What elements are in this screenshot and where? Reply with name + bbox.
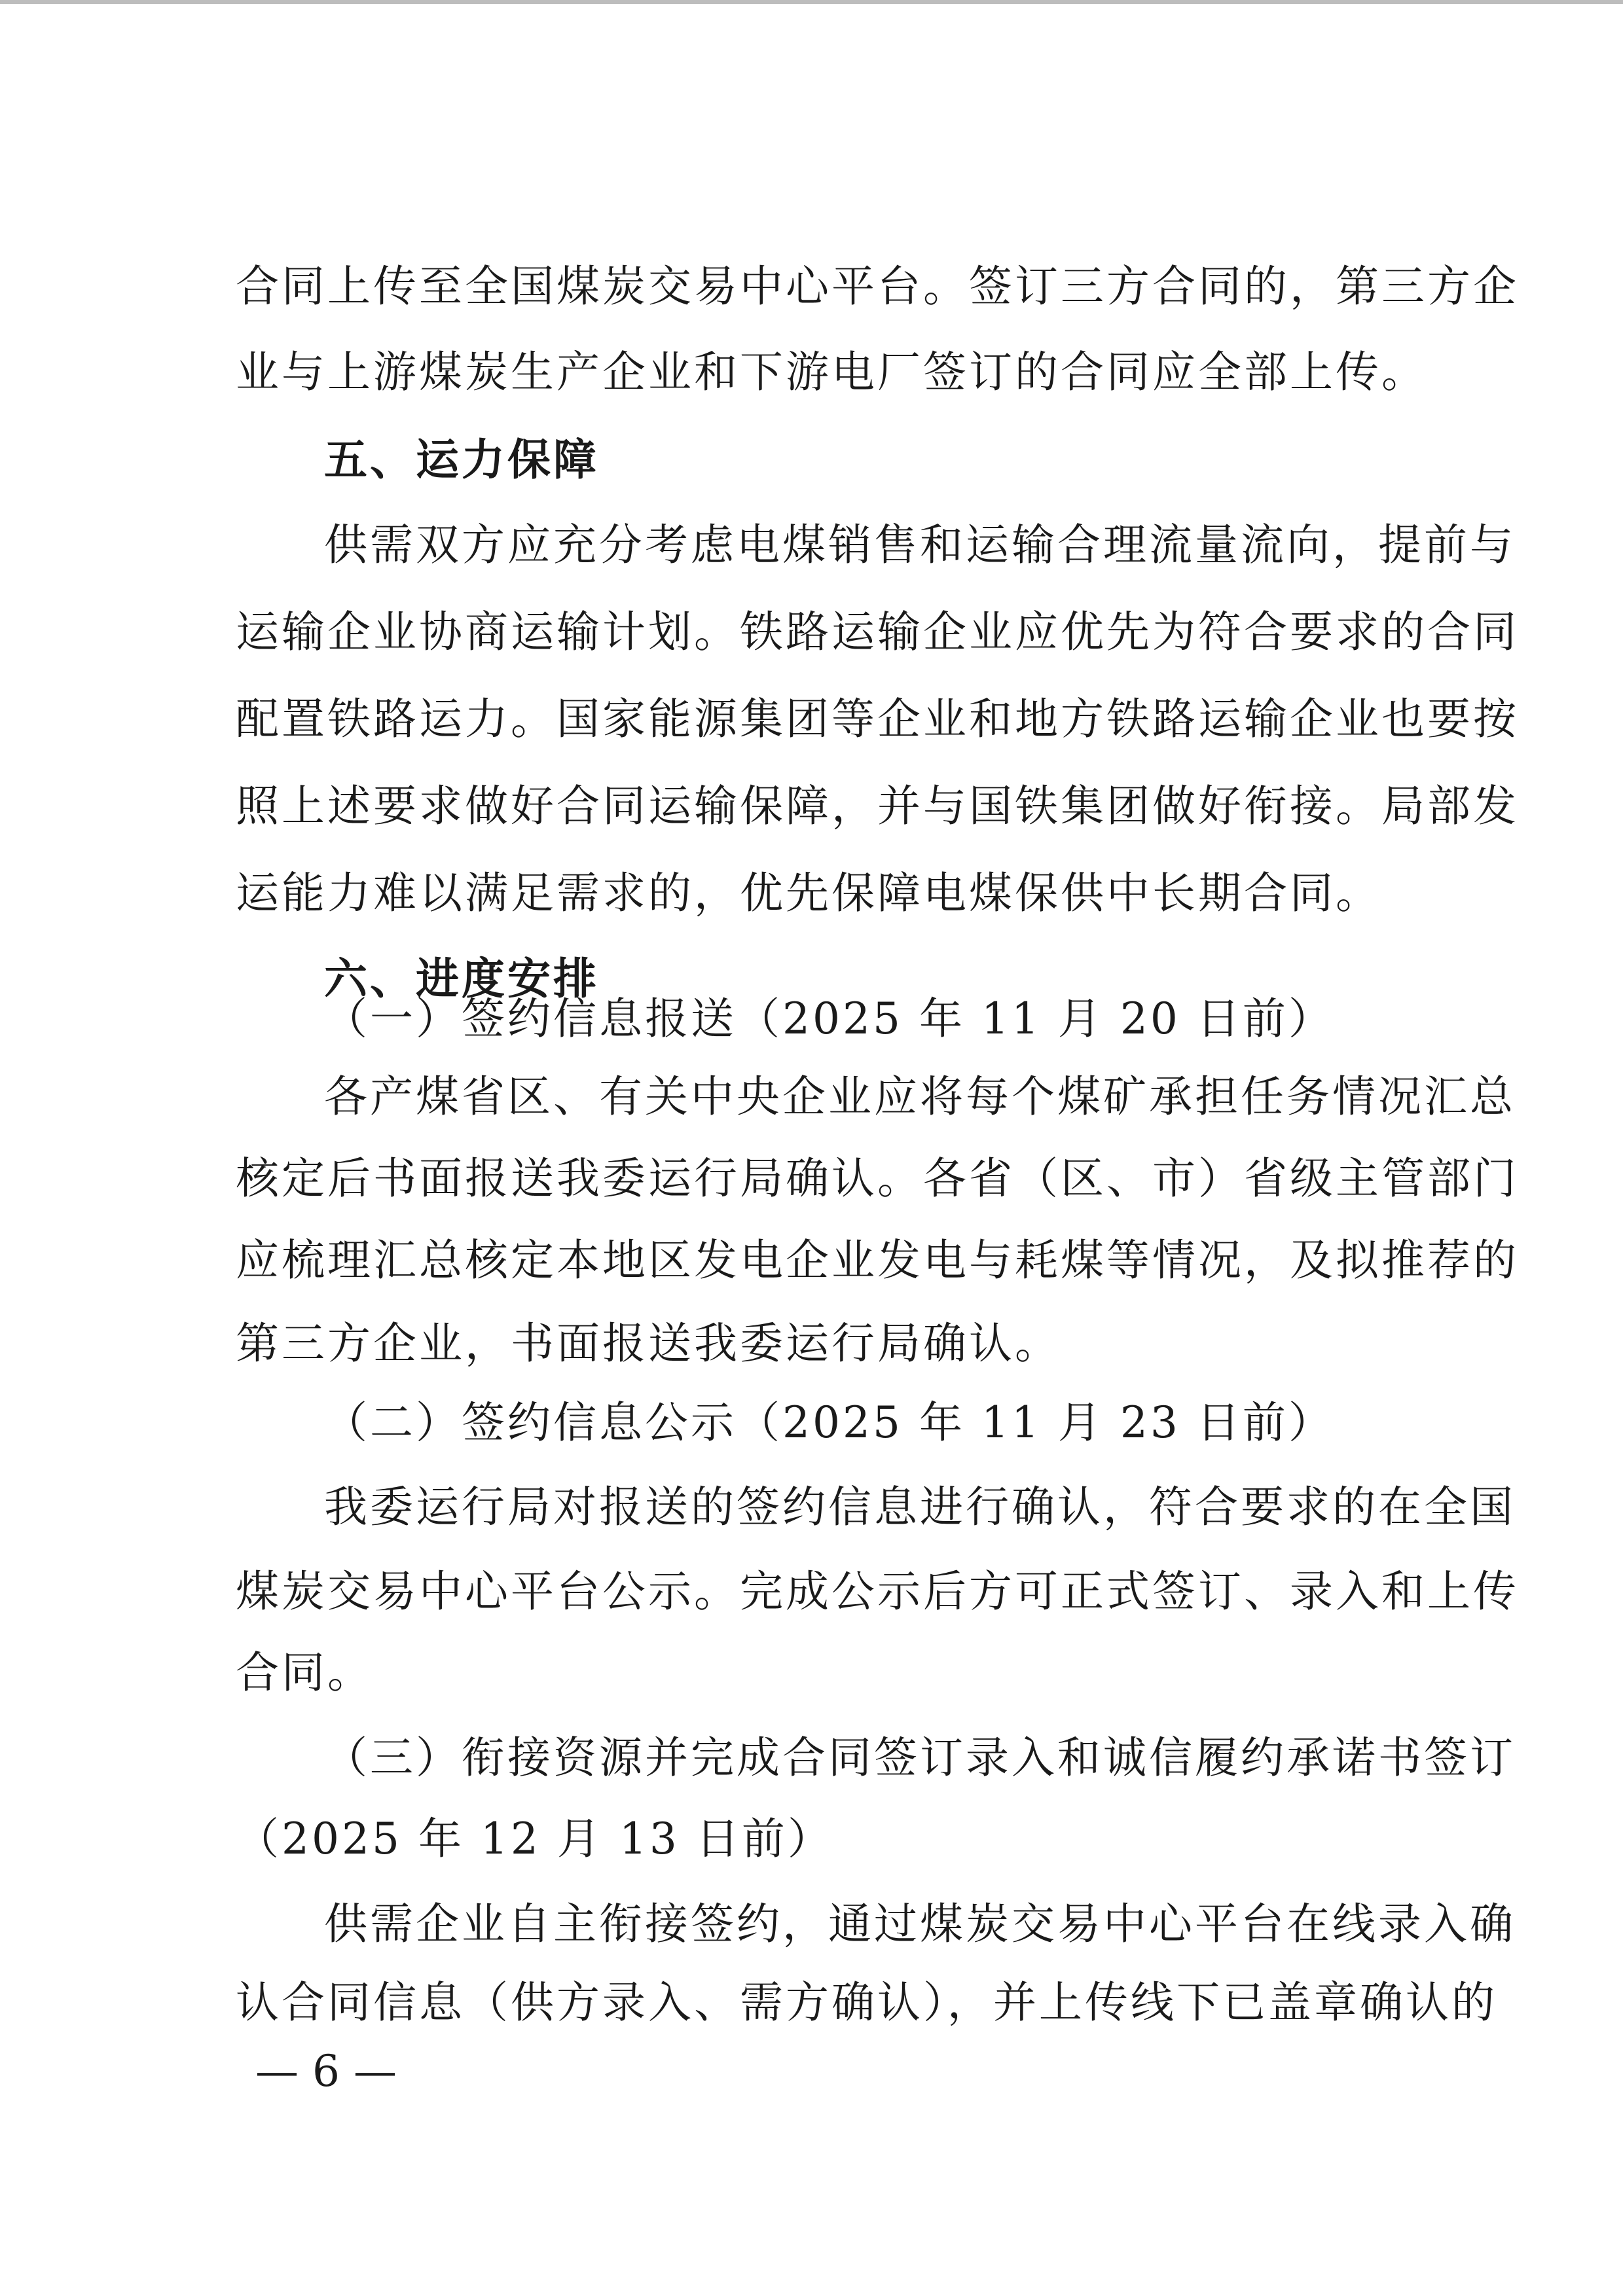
paragraph-line: 应梳理汇总核定本地区发电企业发电与耗煤等情况，及拟推荐的 (236, 1235, 1519, 1285)
paragraph-line: 运输企业协商运输计划。铁路运输企业应优先为符合要求的合同 (236, 607, 1519, 657)
paragraph-line: 认合同信息（供方录入、需方确认），并上传线下已盖章确认的 (236, 1977, 1497, 2028)
scan-edge (0, 0, 1623, 4)
paragraph-line: 合同。 (236, 1647, 373, 1698)
paragraph-line: 照上述要求做好合同运输保障，并与国铁集团做好衔接。局部发 (236, 781, 1519, 831)
section-heading: 五、运力保障 (324, 435, 599, 485)
section-heading: 六、进度安排 (324, 954, 599, 1004)
subsection-heading: （一）签约信息报送（2025 年 11 月 20 日前） (324, 994, 1334, 1044)
paragraph-line: 供需企业自主衔接签约，通过煤炭交易中心平台在线录入确 (324, 1899, 1516, 1949)
paragraph-line: 煤炭交易中心平台公示。完成公示后方可正式签订、录入和上传 (236, 1566, 1519, 1617)
paragraph-line: 第三方企业，书面报送我委运行局确认。 (236, 1318, 1061, 1369)
paragraph-line: 业与上游煤炭生产企业和下游电厂签订的合同应全部上传。 (236, 347, 1427, 397)
paragraph-line: 合同上传至全国煤炭交易中心平台。签订三方合同的，第三方企 (236, 261, 1519, 312)
paragraph-line: 各产煤省区、有关中央企业应将每个煤矿承担任务情况汇总 (324, 1071, 1516, 1122)
paragraph-line: 我委运行局对报送的签约信息进行确认，符合要求的在全国 (324, 1482, 1516, 1532)
paragraph-line: 核定后书面报送我委运行局确认。各省（区、市）省级主管部门 (236, 1153, 1519, 1204)
subsection-heading-continued: （2025 年 12 月 13 日前） (236, 1814, 833, 1864)
subsection-heading: （二）签约信息公示（2025 年 11 月 23 日前） (324, 1397, 1334, 1448)
paragraph-line: 配置铁路运力。国家能源集团等企业和地方铁路运输企业也要按 (236, 694, 1519, 744)
paragraph-line: 供需双方应充分考虑电煤销售和运输合理流量流向，提前与 (324, 520, 1516, 570)
page-number: — 6 — (255, 2046, 397, 2096)
subsection-heading: （三）衔接资源并完成合同签订录入和诚信履约承诺书签订 (324, 1732, 1516, 1783)
paragraph-line: 运能力难以满足需求的，优先保障电煤保供中长期合同。 (236, 868, 1381, 918)
